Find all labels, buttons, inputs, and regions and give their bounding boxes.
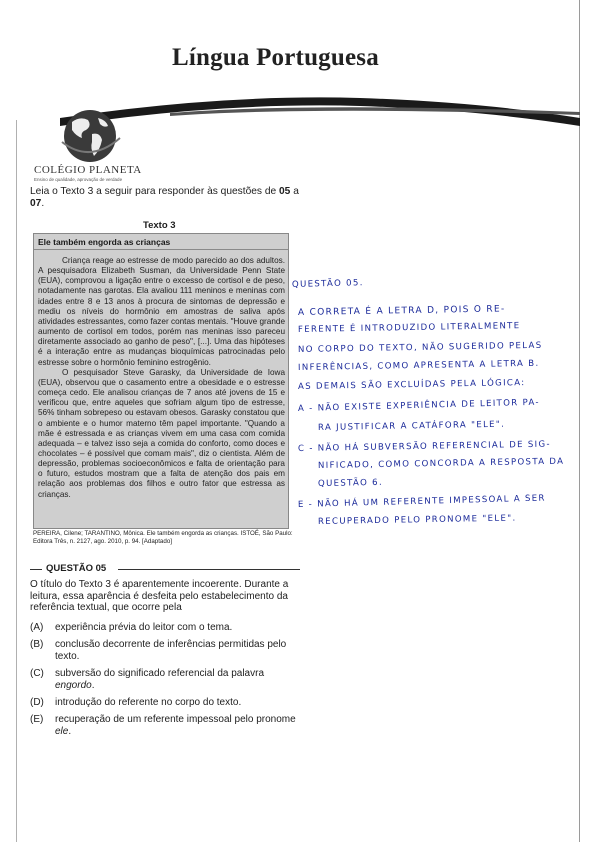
school-logo <box>34 108 144 188</box>
option-text-end: . <box>91 679 95 691</box>
handwritten-note-line: INFERÊNCIAS, COMO APRESENTA A LETRA B. <box>297 358 540 373</box>
instruction-last-question: 07 <box>30 198 42 209</box>
question-stem: O título do Texto 3 é aparentemente incoerente. Durante a leitura, essa aparência é desfeita pelo estabelecimento da referência textual, que ocorre pela <box>30 579 289 614</box>
handwritten-note-line: A - NÃO EXISTE EXPERIÊNCIA DE LEITOR PA- <box>297 397 540 414</box>
option-text-end: . <box>68 725 72 737</box>
handwritten-note-line: AS DEMAIS SÃO EXCLUÍDAS PELA LÓGICA: <box>297 378 526 392</box>
handwritten-note-line: RECUPERADO PELO PRONOME "ELE". <box>317 513 517 527</box>
option-letter: (A) <box>30 622 44 633</box>
option-letter: (C) <box>30 668 44 679</box>
option-letter: (B) <box>30 639 44 650</box>
option-text: conclusão decorrente de inferências permitidas pelo texto. <box>55 639 287 662</box>
handwritten-note-line: RA JUSTIFICAR A CATÁFORA "ELE". <box>317 419 506 433</box>
option-letter: (D) <box>30 697 44 708</box>
option-letter: (E) <box>30 714 44 725</box>
globe-icon <box>58 108 122 164</box>
instruction-text-mid: a <box>290 186 299 197</box>
handwritten-note-line: QUESTÃO 05. <box>291 278 364 290</box>
instruction-text-end: . <box>41 198 45 209</box>
handwritten-note-line: NIFICADO, COMO CONCORDA A RESPOSTA DA <box>317 456 565 471</box>
page-border-left <box>16 120 17 842</box>
question-header-line <box>118 569 300 570</box>
option-text <box>55 668 300 691</box>
option-text-part: recuperação de um referente impessoal pelo pronome <box>55 714 296 725</box>
school-tagline: Ensino de qualidade, aprovação de verdade <box>34 177 123 182</box>
text3-divider <box>34 249 288 250</box>
handwritten-note-line: E - NÃO HÁ UM REFERENTE IMPESSOAL A SER <box>297 493 546 510</box>
question-header-dash <box>30 569 42 570</box>
handwritten-note-line: A CORRETA É A LETRA D, POIS O RE- <box>297 304 506 318</box>
text3-paragraph: Criança reage ao estresse de modo parecido ao dos adultos. A pesquisadora Elizabeth Susman, da Universidade Penn State (EUA), comprovou a ligação entre o excesso de cortisol e de peso, notadamente nas garotas. Ela avaliou 111 meninos e meninas com idades entre 8 e 13 anos à procura de sintomas de depressão e mediu os níveis do hormônio em amostras de saliva após atividades estressantes, como fazer contas mentais. "Houve grande aumento de cortisol em todos, porém nas meninas isso pareceu diretamente associado ao ganho de peso", [...]. Uma das hipóteses é a interação entre as mudanças bioquímicas patrocinadas pelo estresse sobre o hormônio feminino estrogênio. <box>38 256 285 367</box>
question-header <box>30 563 300 575</box>
text3-paragraph: O pesquisador Steve Garasky, da Universidade de Iowa (EUA), observou que o casamento entre a obesidade e o estresse começa cedo. Ele analisou crianças de 7 anos até jovens de 15 e verificou que, entre aqueles que sofriam algum tipo de estresse, 56% tinham sobrepeso ou estavam obesos. Garasky constatou que o ambiente e o humor materno têm papel importante. "Quando a mãe é estressada e as crianças vivem em uma casa com comida adequada – e talvez isso seja a comida do conforto, como doces e chocolates – é possível que comam mais", diz o cientista. Além de depressão, problemas socioeconômicos e falta de orientação para o futuro, estudos mostram que a falta de atenção dos pais em relação aos problemas dos filhos e outro fator que estressa as crianças. <box>38 367 285 499</box>
text3-source: PEREIRA, Cilene; TARANTINO, Mônica. Ele também engorda as crianças. ISTOÉ, São Paulo: Editora Três, n. 2127, ago. 2010, p. 94. [Adaptado] <box>33 530 293 545</box>
reading-instruction <box>30 186 310 210</box>
handwritten-note-line: C - NÃO HÁ SUBVERSÃO REFERENCIAL DE SIG- <box>297 439 551 454</box>
handwritten-note-line: FERENTE É INTRODUZIDO LITERALMENTE <box>297 321 521 335</box>
option-italic-word: ele <box>55 725 69 737</box>
instruction-text: Leia o Texto 3 a seguir para responder às questões de <box>30 186 280 197</box>
text3-box <box>33 233 289 529</box>
handwritten-note-line: NO CORPO DO TEXTO, NÃO SUGERIDO PELAS <box>297 340 543 355</box>
text-label: Texto 3 <box>143 220 176 231</box>
option-text <box>55 714 300 737</box>
option-text: experiência prévia do leitor com o tema. <box>55 622 233 633</box>
option-text: introdução do referente no corpo do texto. <box>55 697 242 708</box>
text3-title: Ele também engorda as crianças <box>38 237 171 247</box>
instruction-first-question: 05 <box>279 186 291 197</box>
option-italic-word: engordo <box>55 679 92 691</box>
handwritten-note-line: QUESTÃO 6. <box>317 477 384 489</box>
subject-title: Língua Portuguesa <box>172 44 379 71</box>
question-label: QUESTÃO 05 <box>46 563 107 574</box>
option-text-part: subversão do significado referencial da palavra <box>55 668 265 679</box>
school-name: COLÉGIO PLANETA <box>34 164 142 176</box>
text3-body <box>38 256 285 500</box>
